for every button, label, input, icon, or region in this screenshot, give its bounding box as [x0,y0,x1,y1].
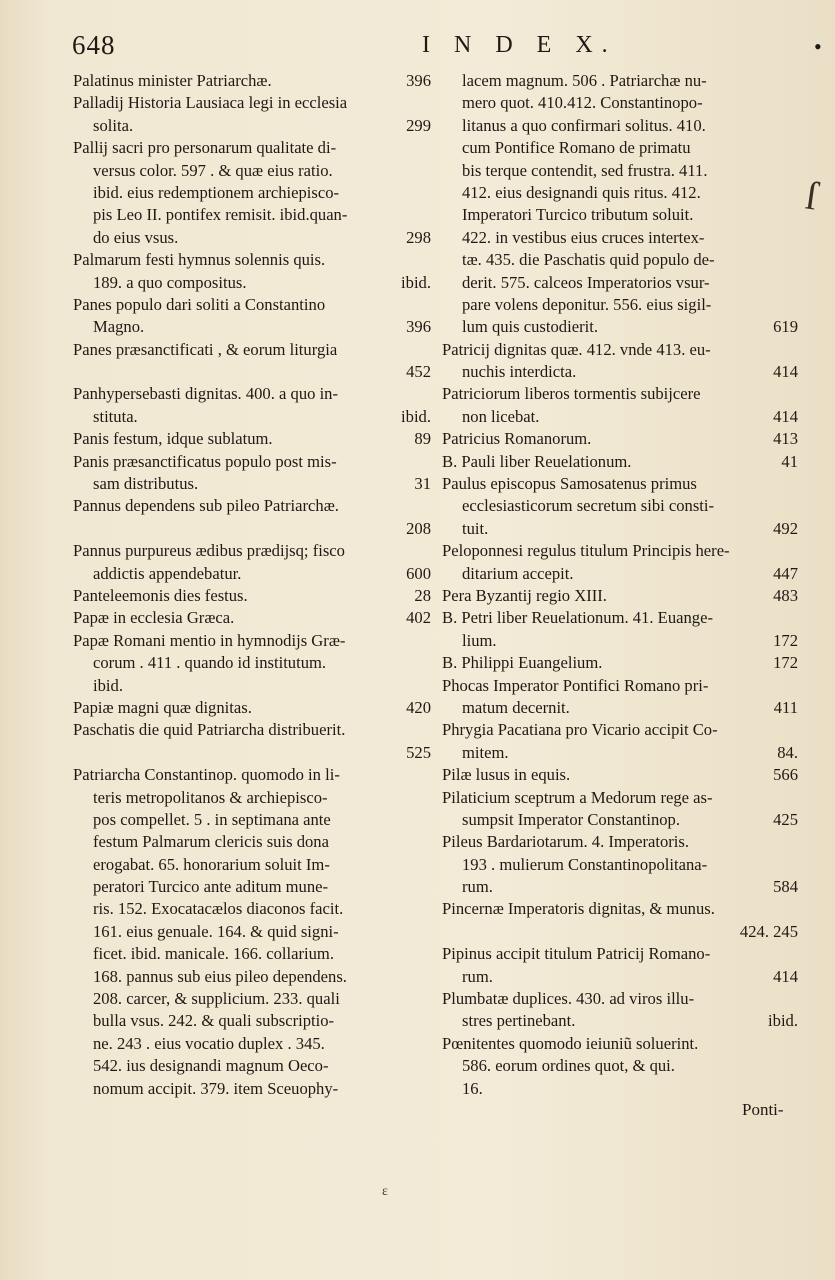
entry-text: Panis festum, idque sublatum. [73,429,273,449]
index-line [73,70,431,92]
index-line [442,518,798,540]
entry-text: bulla vsus. 242. & quali subscriptio- [93,1011,335,1031]
entry-text: lium. [462,630,497,650]
page-reference: 172 [773,630,798,650]
index-line [73,272,431,294]
index-line [442,809,798,831]
index-line [442,1055,798,1077]
page-reference: 396 [406,317,431,337]
index-entry [73,764,431,1100]
page-reference: 414 [773,362,798,382]
entry-text: Pannus dependens sub pileo Patriarchæ. [73,496,339,516]
index-entry [73,383,431,428]
index-line [442,428,798,450]
entry-text: Pilæ lusus in equis. [442,765,571,785]
entry-text: derit. 575. calceos Imperatorios vsur- [462,272,710,292]
page-reference: 452 [406,362,431,382]
entry-text: solita. [93,115,134,135]
entry-text: B. Philippi Euangelium. [442,653,603,673]
index-line [73,249,431,271]
page-reference: 402 [406,608,431,628]
page-reference: 525 [406,742,431,762]
index-line [442,943,798,965]
entry-text: mero quot. 410.412. Constantinopo- [462,93,703,113]
index-line [73,227,431,249]
index-line [73,764,431,786]
index-entry [73,630,431,697]
index-line [442,182,798,204]
index-line [73,675,431,697]
index-line [442,988,798,1010]
entry-text: ibid. [93,675,123,695]
entry-text: ficet. ibid. manicale. 166. collarium. [93,944,334,964]
entry-text: sam distributus. [93,474,199,494]
index-line [73,988,431,1010]
entry-text: rum. [462,877,493,897]
index-line [73,204,431,226]
entry-text: 208. carcer, & supplicium. 233. quali [93,989,340,1009]
entry-text: teris metropolitanos & archiepisco- [93,787,328,807]
index-line [442,361,798,383]
entry-text: pos compellet. 5 . in septimana ante [93,809,331,829]
page-reference: 447 [773,563,798,583]
entry-text: Paschatis die quid Patriarcha distribuerit. [73,720,346,740]
index-entry [73,339,431,384]
entry-text: Paulus episcopus Samosatenus primus [442,474,697,494]
entry-text: addictis appendebatur. [93,563,242,583]
page-reference: 298 [406,227,431,247]
index-line [442,719,798,741]
entry-text: tuit. [462,518,489,538]
entry-text: Patriarcha Constantinop. quomodo in li- [73,765,340,785]
index-line [442,160,798,182]
page-reference: 492 [773,518,798,538]
index-line [73,921,431,943]
index-line [73,854,431,876]
page-reference: 424. 245 [739,921,798,941]
index-entry [442,652,798,674]
entry-text: nomum accipit. 379. item Sceuophy- [93,1078,339,1098]
entry-text: Palatinus minister Patriarchæ. [73,71,272,90]
index-line [442,383,798,405]
entry-text: versus color. 597 . & quæ eius ratio. [93,160,333,180]
page-reference: 28 [414,585,431,605]
index-line [442,831,798,853]
entry-text: Phrygia Pacatiana pro Vicario accipit Co- [442,720,718,740]
entry-text: Peloponnesi regulus titulum Principis here- [442,541,730,561]
index-line [73,137,431,159]
entry-text: ditarium accepit. [462,563,574,583]
index-line [442,697,798,719]
entry-text: 193 . mulierum Constantinopolitana- [462,854,708,874]
index-entry [442,473,798,540]
index-entry [442,831,798,898]
entry-text: Pincernæ Imperatoris dignitas, & munus. [442,899,715,919]
entry-text: B. Pauli liber Reuelationum. [442,451,632,471]
index-line [73,473,431,495]
entry-text: Pallij sacri pro personarum qualitate di- [73,138,337,158]
index-entry [73,719,431,764]
margin-mark-icon: ſ [802,172,821,219]
page-reference: 172 [773,653,798,673]
entry-text: Imperatori Turcico tributum soluit. [462,205,694,225]
entry-text: Panes præsanctificati , & eorum liturgia [73,339,338,359]
index-line [442,1078,798,1100]
page-reference: 396 [406,71,431,90]
entry-text: Pannus purpureus ædibus prædijsq; fisco [73,541,345,561]
index-line [73,1033,431,1055]
index-line [442,495,798,517]
page-reference: 41 [781,451,798,471]
index-line [73,630,431,652]
page-reference: 89 [414,429,431,449]
index-line [73,451,431,473]
stray-mark: ɛ [382,1184,388,1199]
index-line [73,160,431,182]
index-entry [442,383,798,428]
entry-text: non licebat. [462,406,540,426]
entry-text: Patricius Romanorum. [442,429,592,449]
index-line [442,92,798,114]
index-line [73,92,431,114]
index-line [442,540,798,562]
index-line [73,943,431,965]
entry-text: 542. ius designandi magnum Oeco- [93,1056,329,1076]
index-line [442,294,798,316]
index-line [442,675,798,697]
index-entry [73,540,431,585]
entry-text: Papiæ magni quæ dignitas. [73,697,252,717]
index-line [442,227,798,249]
entry-text: ecclesiasticorum secretum sibi consti- [462,496,715,516]
catchword: Ponti- [742,1100,784,1119]
header-mark: • [814,34,822,59]
page-reference: 299 [406,115,431,135]
index-line [73,831,431,853]
entry-text: ibid. eius redemptionem archiepisco- [93,182,340,202]
entry-text: cum Pontifice Romano de primatu [462,138,691,158]
page-reference: 600 [406,563,431,583]
entry-text: Panteleemonis dies festus. [73,585,248,605]
index-line [73,652,431,674]
index-line [442,316,798,338]
index-line [73,339,431,361]
index-entry [73,294,431,339]
entry-text: Palmarum festi hymnus solennis quis. [73,250,326,270]
index-line [442,339,798,361]
entry-text: Panhypersebasti dignitas. 400. a quo in- [73,384,338,404]
index-line [73,294,431,316]
index-line [442,898,798,920]
entry-text: Panes populo dari soliti a Constantino [73,294,326,314]
index-line [73,809,431,831]
entry-text: matum decernit. [462,697,570,717]
entry-text: 161. eius genuale. 164. & quid signi- [93,921,339,941]
entry-text: mitem. [462,742,509,762]
index-line [442,585,798,607]
index-line [73,697,431,719]
index-line [442,70,798,92]
index-line [442,272,798,294]
entry-text: Magno. [93,317,145,337]
index-line [442,630,798,652]
page-number: 648 [72,30,116,60]
index-line [442,563,798,585]
index-entry [442,988,798,1033]
index-line [73,585,431,607]
index-line [442,249,798,271]
page-reference: 413 [773,429,798,449]
entry-text: Pipinus accipit titulum Patricij Romano- [442,944,711,964]
index-line [73,898,431,920]
index-column-right [442,70,798,1100]
entry-text: Palladij Historia Lausiaca legi in ecclesia [73,93,348,113]
entry-text: 16. [462,1078,483,1098]
index-line [73,428,431,450]
index-entry [442,428,798,450]
index-line [73,316,431,338]
index-line [73,115,431,137]
entry-text: Papæ Romani mentio in hymnodijs Græ- [73,630,346,650]
entry-text: pis Leo II. pontifex remisit. ibid.quan- [93,205,348,225]
index-line [73,563,431,585]
entry-text: Patriciorum liberos tormentis subijcere [442,384,701,404]
index-line [73,607,431,629]
entry-text: Pera Byzantij regio XIII. [442,585,607,605]
index-entry [73,607,431,629]
entry-text: pare volens deponitur. 556. eius sigil- [462,294,712,314]
index-line [442,473,798,495]
entry-text: lum quis custodierit. [462,317,598,337]
entry-text: Panis præsanctificatus populo post mis- [73,451,337,471]
page-reference: 414 [773,406,798,426]
entry-text: ne. 243 . eius vocatio duplex . 345. [93,1033,325,1053]
index-line [73,361,431,383]
index-entry [442,787,798,832]
index-line [442,1033,798,1055]
entry-text: Papæ in ecclesia Græca. [73,608,235,628]
index-entry [442,540,798,585]
index-entry [442,1033,798,1100]
entry-text: Pilaticium sceptrum a Medorum rege as- [442,787,713,807]
page-reference: 425 [773,809,798,829]
entry-text: sumpsit Imperator Constantinop. [462,809,681,829]
index-entry [73,92,431,137]
page-header [72,30,822,64]
entry-text: 168. pannus sub eius pileo dependens. [93,966,347,986]
index-entry [442,339,798,384]
entry-text: bis terque contendit, sed frustra. 411. [462,160,708,180]
entry-text: 422. in vestibus eius cruces intertex- [462,227,705,247]
page-reference: 566 [773,765,798,785]
index-entry [73,249,431,294]
index-column-left [73,70,431,1100]
entry-text: erogabat. 65. honorarium soluit Im- [93,854,330,874]
index-line [73,406,431,428]
index-line [442,787,798,809]
entry-text: festum Palmarum clericis suis dona [93,832,329,852]
index-line [442,115,798,137]
index-entry [442,585,798,607]
index-entry [442,451,798,473]
entry-text: Pileus Bardariotarum. 4. Imperatoris. [442,832,690,852]
index-line [73,182,431,204]
index-line [442,137,798,159]
index-entry [442,898,798,943]
page-reference: 411 [773,697,798,717]
index-line [73,966,431,988]
entry-text: rum. [462,966,493,986]
index-entry [73,697,431,719]
entry-text: lacem magnum. 506 . Patriarchæ nu- [462,71,707,90]
entry-text: 586. eorum ordines quot, & qui. [462,1056,675,1076]
page-reference: 420 [406,697,431,717]
page-reference: ibid. [401,406,431,426]
index-line [442,764,798,786]
index-line [442,742,798,764]
index-line [442,652,798,674]
page-reference: ibid. [768,1011,798,1031]
entry-text: Pœnitentes quomodo ieiuniũ soluerint. [442,1033,699,1053]
index-line [442,607,798,629]
index-entry [73,585,431,607]
page-reference: 31 [414,474,431,494]
entry-text: corum . 411 . quando id institutum. [93,653,327,673]
entry-text: stres pertinebant. [462,1011,576,1031]
index-entry [73,70,431,92]
index-line [442,876,798,898]
index-line [73,1010,431,1032]
index-entry [442,719,798,764]
page-reference: 414 [773,966,798,986]
index-line [442,204,798,226]
entry-text: peratori Turcico ante aditum mune- [93,877,329,897]
index-line [73,518,431,540]
entry-text: Phocas Imperator Pontifici Romano pri- [442,675,709,695]
page-reference: 483 [773,585,798,605]
entry-text: litanus a quo confirmari solitus. 410. [462,115,706,135]
index-entry [442,675,798,720]
index-entry [442,943,798,988]
index-line [73,495,431,517]
index-line [442,1010,798,1032]
page-reference: ibid. [401,272,431,292]
index-entry [73,428,431,450]
running-title: I N D E X. [422,32,617,58]
index-line [73,876,431,898]
index-entry [73,451,431,496]
entry-text: stituta. [93,406,138,426]
index-line [442,451,798,473]
index-line [442,406,798,428]
index-line [442,854,798,876]
index-line [73,719,431,741]
index-entry [73,495,431,540]
index-line [442,966,798,988]
entry-text: B. Petri liber Reuelationum. 41. Euange- [442,608,713,628]
entry-text: 412. eius designandi quis ritus. 412. [462,182,701,202]
index-line [73,1078,431,1100]
index-line [73,787,431,809]
index-entry [73,137,431,249]
entry-text: Plumbatæ duplices. 430. ad viros illu- [442,989,695,1009]
index-line [73,540,431,562]
index-line [73,742,431,764]
entry-text: nuchis interdicta. [462,362,577,382]
entry-text: ris. 152. Exocatacælos diaconos facit. [93,899,344,919]
entry-text: tæ. 435. die Paschatis quid populo de- [462,250,715,270]
page-reference: 619 [773,317,798,337]
page-reference: 208 [406,518,431,538]
entry-text: 189. a quo compositus. [93,272,247,292]
entry-text: do eius vsus. [93,227,179,247]
page-reference: 84. [777,742,798,762]
index-entry [442,764,798,786]
page-reference: 584 [773,877,798,897]
index-entry [442,70,798,339]
entry-text: Patricij dignitas quæ. 412. vnde 413. eu- [442,339,711,359]
index-entry [442,607,798,652]
index-line [73,383,431,405]
index-line [442,921,798,943]
index-line [73,1055,431,1077]
